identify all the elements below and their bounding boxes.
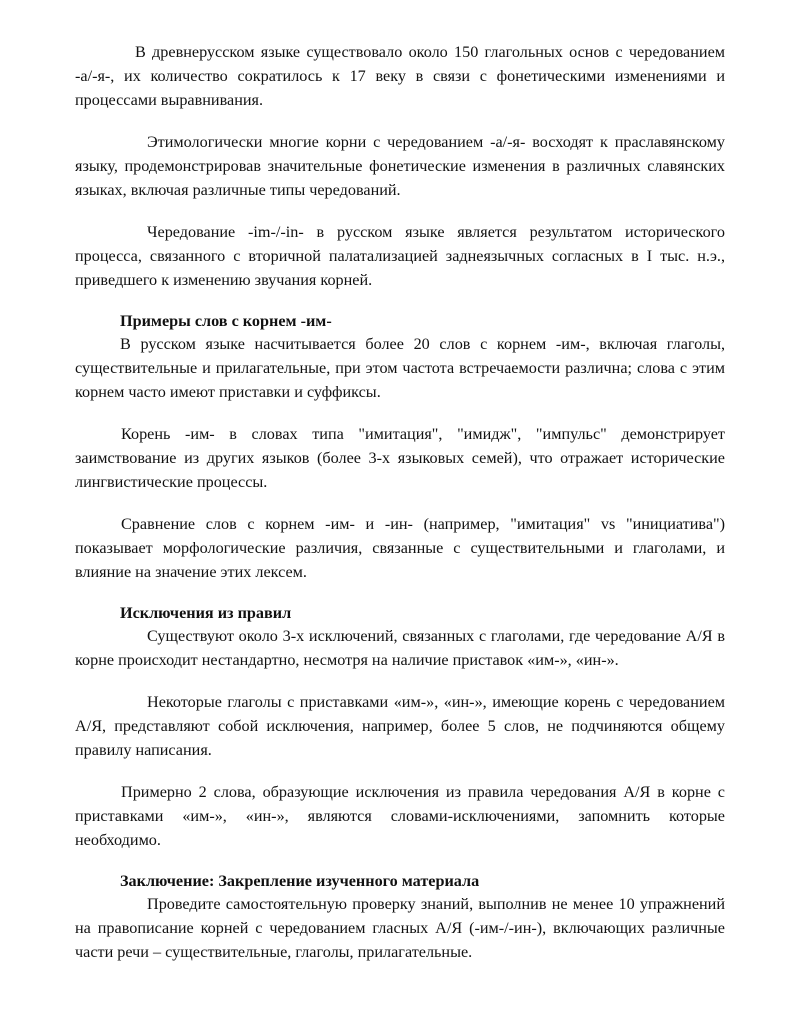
section-heading-exceptions: Исключения из правил <box>120 604 292 622</box>
section-examples <box>75 310 725 584</box>
paragraph-etymology: Этимологически многие корни с чередованием -а/-я- восходят к праславянскому языку, продемонстрировав значительные фонетические изменения в различных славянских языках, включая различные типы чередований. <box>75 133 725 199</box>
section-exceptions <box>75 602 725 852</box>
paragraph-borrowing: Корень -им- в словах типа "имитация", "имидж", "импульс" демонстрирует заимствование из других языков (более 3-х языковых семей), что отражает исторические лингвистические процессы. <box>75 425 725 491</box>
paragraph-alternation-history: Чередование -im-/-in- в русском языке является результатом исторического процесса, связанного с вторичной палатализацией заднеязычных согласных в I тыс. н.э., приведшего к изменению звучания корней. <box>75 223 725 289</box>
paragraph-exception-verbs: Некоторые глаголы с приставками «им-», «ин-», имеющие корень с чередованием А/Я, представляют собой исключения, например, более 5 слов, не подчиняются общему правилу написания. <box>75 693 725 759</box>
paragraph-old-russian: В древнерусском языке существовало около 150 глагольных основ с чередованием -а/-я-, их количество сократилось к 17 веку в связи с фонетическими изменениями и процессами выравнивания. <box>75 43 725 109</box>
section-heading-conclusion: Заключение: Закрепление изученного материала <box>120 872 480 890</box>
paragraph-exceptions-count: Существуют около 3-х исключений, связанных с глаголами, где чередование А/Я в корне происходит нестандартно, несмотря на наличие приставок «им-», «ин-». <box>75 627 725 669</box>
section-conclusion <box>75 870 725 964</box>
paragraph-exception-words: Примерно 2 слова, образующие исключения из правила чередования А/Я в корне с приставками «им-», «ин-», являются словами-исключениями, запомнить которые необходимо. <box>75 783 725 849</box>
paragraph-examples-count: В русском языке насчитывается более 20 слов с корнем -им-, включая глаголы, существительные и прилагательные, при этом частота встречаемости различна; слова с этим корнем часто имеют приставки и суффиксы. <box>75 335 725 401</box>
paragraph-comparison: Сравнение слов с корнем -им- и -ин- (например, "имитация" vs "инициатива") показывает морфологические различия, связанные с существительными и глаголами, и влияние на значение этих лексем. <box>75 515 725 581</box>
paragraph-conclusion: Проведите самостоятельную проверку знаний, выполнив не менее 10 упражнений на правописание корней с чередованием гласных А/Я (-им-/-ин-), включающих различные части речи – существительные, глаголы, прилагательные. <box>75 895 725 961</box>
document-page <box>75 40 725 980</box>
section-heading-examples: Примеры слов с корнем -им- <box>120 312 332 330</box>
